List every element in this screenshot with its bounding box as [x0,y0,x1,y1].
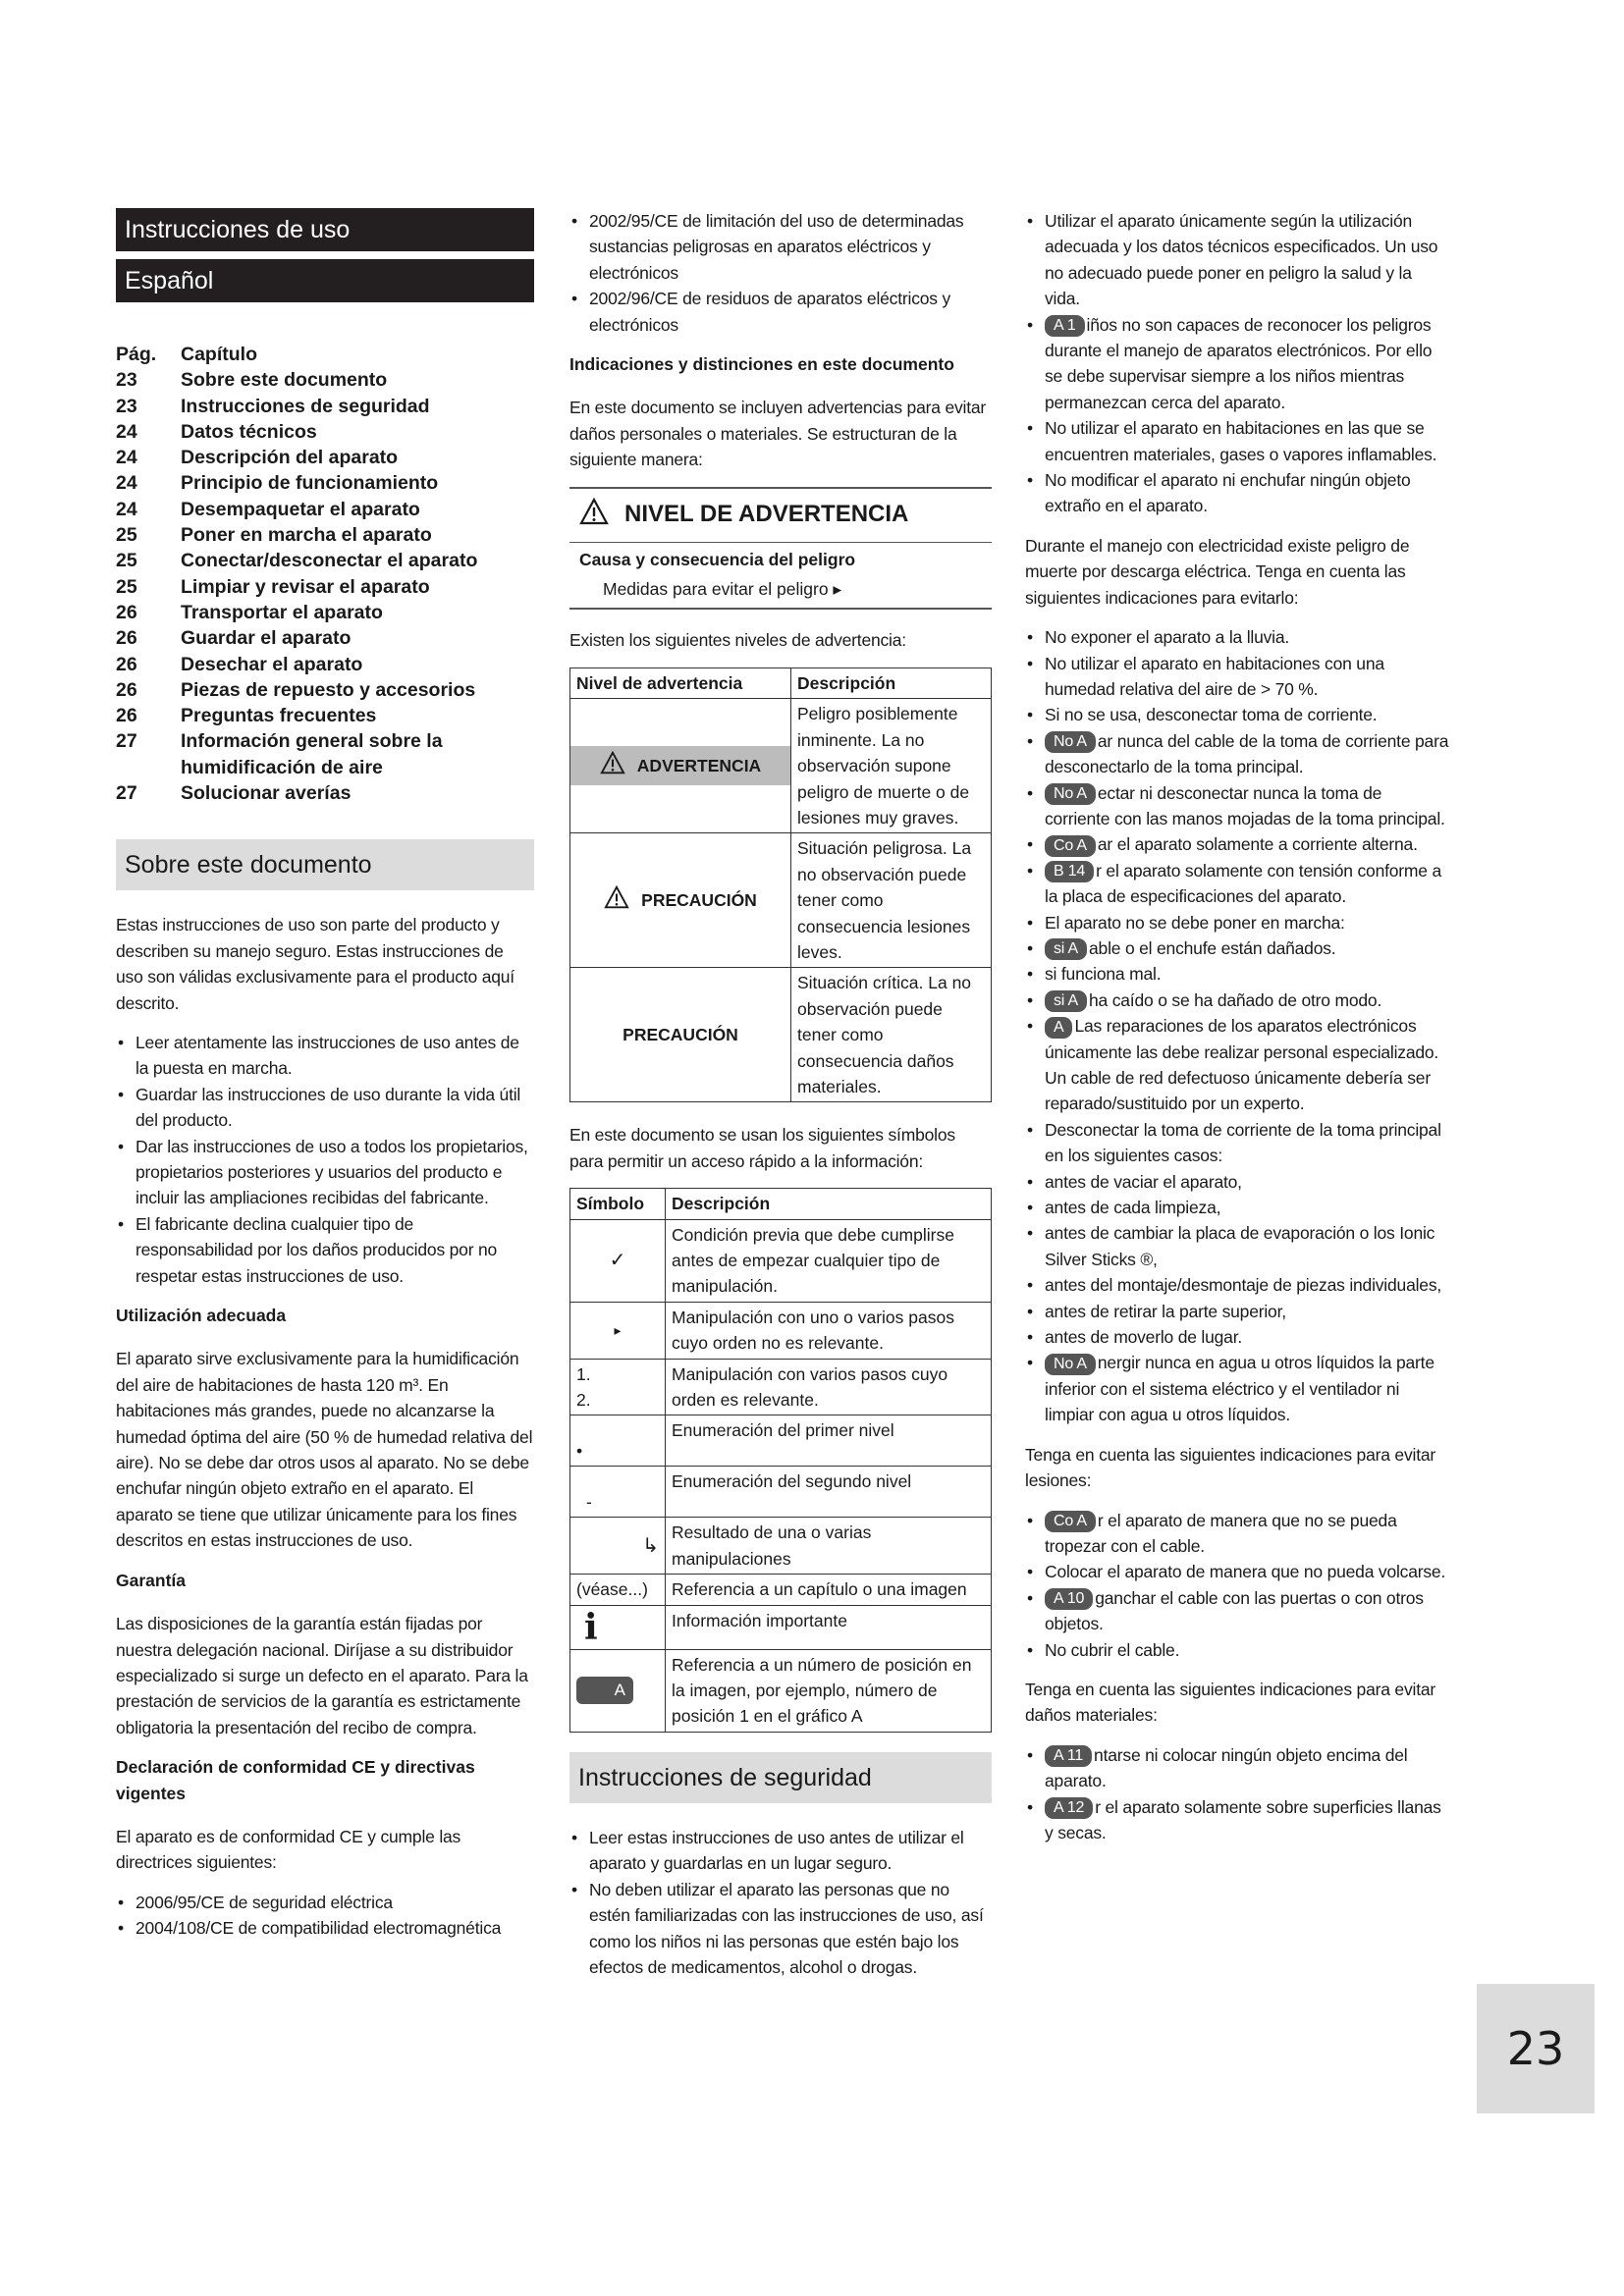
toc-page: 23 [116,369,137,392]
toc-row [116,780,534,806]
list-item: • 2006/95/CE de seguridad eléctrica [116,1890,534,1915]
material-list [1025,1742,1449,1846]
toc-row [116,522,534,548]
table-row: • Enumeración del primer nivel [570,1415,992,1467]
toc-page: 26 [116,601,137,623]
toc-chapter: Poner en marcha el aparato [181,524,432,547]
toc-row [116,703,534,728]
toc-row [116,394,534,419]
list-item: • No A nergir nunca en agua u otros líquidos la parte inferior con el sistema eléctrico y el ventilador ni limpiar con agua u otros líquidos. [1025,1350,1449,1427]
list-item: • No modificar el aparato ni enchufar ningún objeto extraño en el aparato. [1025,467,1449,519]
toc-row [116,677,534,703]
ce-list [116,1890,534,1942]
symbols-intro: En este documento se usan los siguientes símbolos para permitir un acceso rápido a la información: [569,1125,955,1171]
table-row: A Referencia a un número de posición en la imagen, por ejemplo, número de posición 1 en el gráfico A [570,1649,992,1732]
position-badge: A [1045,1017,1072,1039]
toc-page: 25 [116,550,137,572]
seguridad-list [569,1825,992,1980]
toc-row [116,728,534,780]
toc-chapter: Guardar el aparato [181,627,352,650]
list-item: • No A ar nunca del cable de la toma de corriente para desconectarlo de la toma principal. [1025,728,1449,780]
toc-page: 27 [116,782,137,805]
list-item: • No cubrir el cable. [1025,1637,1449,1663]
toc-chapter: Descripción del aparato [181,447,399,469]
toc-page: 25 [116,575,137,598]
warning-level-title: NIVEL DE ADVERTENCIA [624,501,909,528]
toc-chapter: Instrucciones de seguridad [181,395,430,417]
sub-item: • si funciona mal. [1025,961,1449,987]
toc-chapter: Solucionar averías [181,782,352,805]
list-item: • El aparato no se debe poner en marcha: [1025,910,1449,935]
list-item: • No utilizar el aparato en habitaciones en las que se encuentren materiales, gases o vapores inflamables. [1025,415,1449,467]
table-row: (véase...) Referencia a un capítulo o una imagen [570,1575,992,1605]
table-row: PRECAUCIÓN Situación peligrosa. La no observación puede tener como consecuencia lesiones leves. [570,833,992,968]
toc-chapter: Desechar el aparato [181,653,363,675]
sub-item: • si A ha caído o se ha dañado de otro modo. [1025,988,1449,1013]
position-badge: si A [1045,938,1087,960]
symbols-table: Símbolo Descripción ✓ Condición previa que debe cumplirse antes de empezar cualquier tipo de manipulación. ▸ Manipulación con uno o varios pasos cuyo orden no es relevante. 1. 2. Manipulación con varios pasos cuyo orden es relevante. • Enumeración del primer nivel - Enumeración del segundo nivel ↳ Resultado de una o varias manipulaciones (véase...) Referencia a un capítulo o una imagen i Información importante A Referencia a un número de posición en la imagen, por ejemplo, número de posición 1 en el gráfico A [569,1188,992,1733]
toc-chapter: Piezas de repuesto y accesorios [181,678,476,701]
toc-row [116,445,534,470]
info-icon: i [570,1605,666,1649]
list-item: • Co A ar el aparato solamente a corriente alterna. [1025,831,1449,857]
toc-page: 26 [116,653,137,675]
dash-symbol: - [570,1467,666,1518]
indicaciones-text: En este documento se incluyen advertencias para evitar daños personales o materiales. Se estructuran de la siguiente manera: [569,398,987,470]
toc-row [116,625,534,651]
list-item: • Utilizar el aparato únicamente según la utilización adecuada y los datos técnicos especificados. Un uso no adecuado puede poner en peligro la salud y la vida. [1025,208,1449,312]
reference-symbol: (véase...) [570,1575,666,1605]
toc-row [116,600,534,625]
doc-title: Instrucciones de uso [116,208,534,251]
position-badge: B 14 [1045,861,1094,882]
toc-chapter: Preguntas frecuentes [181,705,377,727]
position-reference-badge: A [576,1677,633,1704]
sub-item: • antes de cambiar la placa de evaporación o los Ionic Silver Sticks ®, [1025,1220,1449,1272]
list-item: • A 10 ganchar el cable con las puertas o con otros objetos. [1025,1585,1449,1637]
ce-list-cont [569,208,992,338]
position-badge: No A [1045,783,1096,805]
table-row: ▸ Manipulación con uno o varios pasos cuyo orden no es relevante. [570,1302,992,1359]
list-item: • Co A r el aparato de manera que no se pueda tropezar con el cable. [1025,1508,1449,1560]
toc-row [116,419,534,445]
list-item: • Si no se usa, desconectar toma de corriente. [1025,702,1449,727]
toc-page: 24 [116,472,137,495]
table-row: ADVERTENCIA Peligro posiblemente inminente. La no observación supone peligro de muerte o de lesiones muy graves. [570,699,992,833]
toc-row [116,470,534,496]
list-item: • 2002/96/CE de residuos de aparatos eléctricos y electrónicos [569,286,992,338]
toc-page: 26 [116,678,137,701]
toc-page: 27 [116,730,137,753]
toc-row [116,548,534,573]
heading-uso: Utilización adecuada [116,1306,287,1326]
heading-indicaciones: Indicaciones y distinciones en este documento [569,354,954,375]
table-row: i Información importante [570,1605,992,1649]
toc-page: 24 [116,498,137,520]
sub-item: • antes de cada limpieza, [1025,1195,1449,1220]
toc-page: 26 [116,705,137,727]
toc-chapter: Transportar el aparato [181,601,383,623]
column-right [1025,208,1449,1859]
sub-item: • antes del montaje/desmontaje de piezas individuales, [1025,1272,1449,1298]
material-intro: Tenga en cuenta las siguientes indicaciones para evitar daños materiales: [1025,1679,1436,1726]
column-middle [569,208,992,1994]
column-left [116,208,534,1955]
step-arrow-icon: ▸ [570,1302,666,1359]
numbered-steps-symbol: 1. 2. [570,1359,666,1415]
warning-levels-table: Nivel de advertencia Descripción ADVERTENCIA Peligro posiblemente inminente. La no observación supone peligro de muerte o de lesiones muy graves. PRECAUCIÓN Situación peligrosa. La no observación puede tener como consecuencia lesiones leves. PRECAUCIÓN Situación crítica. La no observación puede tener como consecuencia daños materiales. [569,667,992,1103]
toc-page: 23 [116,395,137,417]
toc-chapter: Datos técnicos [181,420,317,443]
list-item: • Colocar el aparato de manera que no pueda volcarse. [1025,1559,1449,1584]
list-item: • No exponer el aparato a la lluvia. [1025,624,1449,650]
position-badge: No A [1045,1354,1096,1375]
list-item: • Dar las instrucciones de uso a todos los propietarios, propietarios posteriores y usuarios del producto e incluir las ampliaciones recibidas del fabricante. [116,1134,534,1211]
table-row: PRECAUCIÓN Situación crítica. La no observación puede tener como consecuencia daños materiales. [570,968,992,1102]
list-item: • No deben utilizar el aparato las personas que no estén familiarizadas con las instrucciones de uso, así como los niños ni las personas que estén bajo los efectos de medicamentos, alcohol o drogas. [569,1877,992,1981]
warning-triangle-icon [600,751,625,781]
list-item: • A 1 iños no son capaces de reconocer los peligros durante el manejo de aparatos electrónicos. Por ello se debe supervisar siempre a los niños mientras permanezcan cerca del aparato. [1025,312,1449,416]
section-title-seguridad: Instrucciones de seguridad [569,1752,992,1803]
heading-garantia: Garantía [116,1570,186,1590]
list-item: • 2002/95/CE de limitación del uso de determinadas sustancias peligrosas en aparatos eléctricos y electrónicos [569,208,992,286]
toc-chapter: Principio de funcionamiento [181,472,439,495]
table-of-contents [116,342,534,806]
list-item: • No A ectar ni desconectar nunca la toma de corriente con las manos mojadas de la toma principal. [1025,780,1449,832]
heading-ce: Declaración de conformidad CE y directivas vigentes [116,1757,475,1803]
sobre-list [116,1030,534,1289]
toc-chapter: Sobre este documento [181,369,388,392]
list-item: • A 11 ntarse ni colocar ningún objeto encima del aparato. [1025,1742,1449,1794]
list-item: • Leer estas instrucciones de uso antes de utilizar el aparato y guardarlas en un lugar seguro. [569,1825,992,1877]
list-item: • A 12 r el aparato solamente sobre superficies llanas y secas. [1025,1794,1449,1846]
list-item: • B 14 r el aparato solamente con tensión conforme a la placa de especificaciones del aparato. [1025,858,1449,910]
list-item: • Leer atentamente las instrucciones de uso antes de la puesta en marcha. [116,1030,534,1082]
warning-template-box [569,487,992,611]
position-badge: si A [1045,990,1087,1012]
levels-intro: Existen los siguientes niveles de advertencia: [569,630,906,651]
toc-row [116,367,534,393]
garantia-text: Las disposiciones de la garantía están fijadas por nuestra delegación nacional. Diríjase a su distribuidor especializado si surge un defecto en el aparato. Para la prestación de servicios de la garantía es estrictamente obligatoria la presentación del recibo de compra. [116,1614,528,1737]
table-row: - Enumeración del segundo nivel [570,1467,992,1518]
toc-chapter: Limpiar y revisar el aparato [181,575,430,598]
position-badge: Co A [1045,835,1096,857]
injury-list [1025,1508,1449,1663]
toc-page: 26 [116,627,137,650]
toc-page: 25 [116,524,137,547]
warning-cause: Causa y consecuencia del peligro [579,549,856,569]
list-item: • Desconectar la toma de corriente de la toma principal en los siguientes casos: [1025,1117,1449,1169]
table-row: ↳ Resultado de una o varias manipulaciones [570,1518,992,1575]
position-badge: Co A [1045,1511,1096,1532]
warning-triangle-icon [579,498,609,531]
position-badge: A 10 [1045,1588,1093,1610]
electric-intro: Durante el manejo con electricidad existe peligro de muerte por descarga eléctrica. Tenga en cuenta las siguientes indicaciones para evitarlo: [1025,535,1410,608]
toc-page: 24 [116,420,137,443]
sub-item: • antes de vaciar el aparato, [1025,1169,1449,1195]
toc-header: Pág. Capítulo [116,344,257,365]
warning-measures: Medidas para evitar el peligro ▸ [603,579,842,600]
position-badge: A 11 [1045,1745,1092,1767]
position-badge: A 1 [1045,315,1085,337]
position-badge: A 12 [1045,1797,1093,1819]
result-arrow-icon: ↳ [570,1518,666,1575]
electric-list [1025,624,1449,1428]
sobre-intro: Estas instrucciones de uso son parte del producto y describen su manejo seguro. Estas instrucciones de uso son válidas exclusivamente para el producto aquí descrito. [116,915,514,1013]
sub-item: • si A able o el enchufe están dañados. [1025,935,1449,961]
page-number: 23 [1477,1984,1595,2113]
table-row: 1. 2. Manipulación con varios pasos cuyo orden es relevante. [570,1359,992,1415]
toc-chapter: Desempaquetar el aparato [181,498,420,520]
sub-item: • antes de moverlo de lugar. [1025,1324,1449,1350]
section-title-sobre: Sobre este documento [116,839,534,890]
bullet-symbol: • [570,1415,666,1467]
uso-text: El aparato sirve exclusivamente para la humidificación del aire de habitaciones de hasta 120 m³. En habitaciones más grandes, puede no alcanzarse la humedad óptima del aire (50 % de humedad relativa del aire). No se debe dar otros usos al aparato. No se debe enchufar ningún objeto extraño en el aparato. El aparato se tiene que utilizar únicamente para los fines descritos en estas instrucciones de uso. [116,1349,533,1551]
toc-row [116,497,534,522]
list-item: • A Las reparaciones de los aparatos electrónicos únicamente las debe realizar personal especializado. Un cable de red defectuoso únicamente debería ser reparado/sustituido por un experto. [1025,1013,1449,1117]
doc-language: Español [116,259,534,302]
position-badge: No A [1045,731,1096,753]
toc-chapter: Conectar/desconectar el aparato [181,550,478,572]
safety-list-general [1025,208,1449,519]
toc-row [116,652,534,677]
toc-row [116,574,534,600]
check-icon: ✓ [570,1219,666,1302]
sub-item: • antes de retirar la parte superior, [1025,1299,1449,1324]
ce-text: El aparato es de conformidad CE y cumple las directrices siguientes: [116,1826,461,1873]
list-item: • No utilizar el aparato en habitaciones con una humedad relativa del aire de > 70 %. [1025,651,1449,703]
toc-page: 24 [116,447,137,469]
warning-triangle-icon [604,885,629,916]
toc-chapter: Información general sobre la humidificación de aire [181,730,443,778]
list-item: • 2004/108/CE de compatibilidad electromagnética [116,1915,534,1941]
injury-intro: Tenga en cuenta las siguientes indicaciones para evitar lesiones: [1025,1444,1436,1491]
list-item: • Guardar las instrucciones de uso durante la vida útil del producto. [116,1082,534,1134]
table-row: ✓ Condición previa que debe cumplirse antes de empezar cualquier tipo de manipulación. [570,1219,992,1302]
list-item: • El fabricante declina cualquier tipo de responsabilidad por los daños producidos por no respetar estas instrucciones de uso. [116,1211,534,1289]
